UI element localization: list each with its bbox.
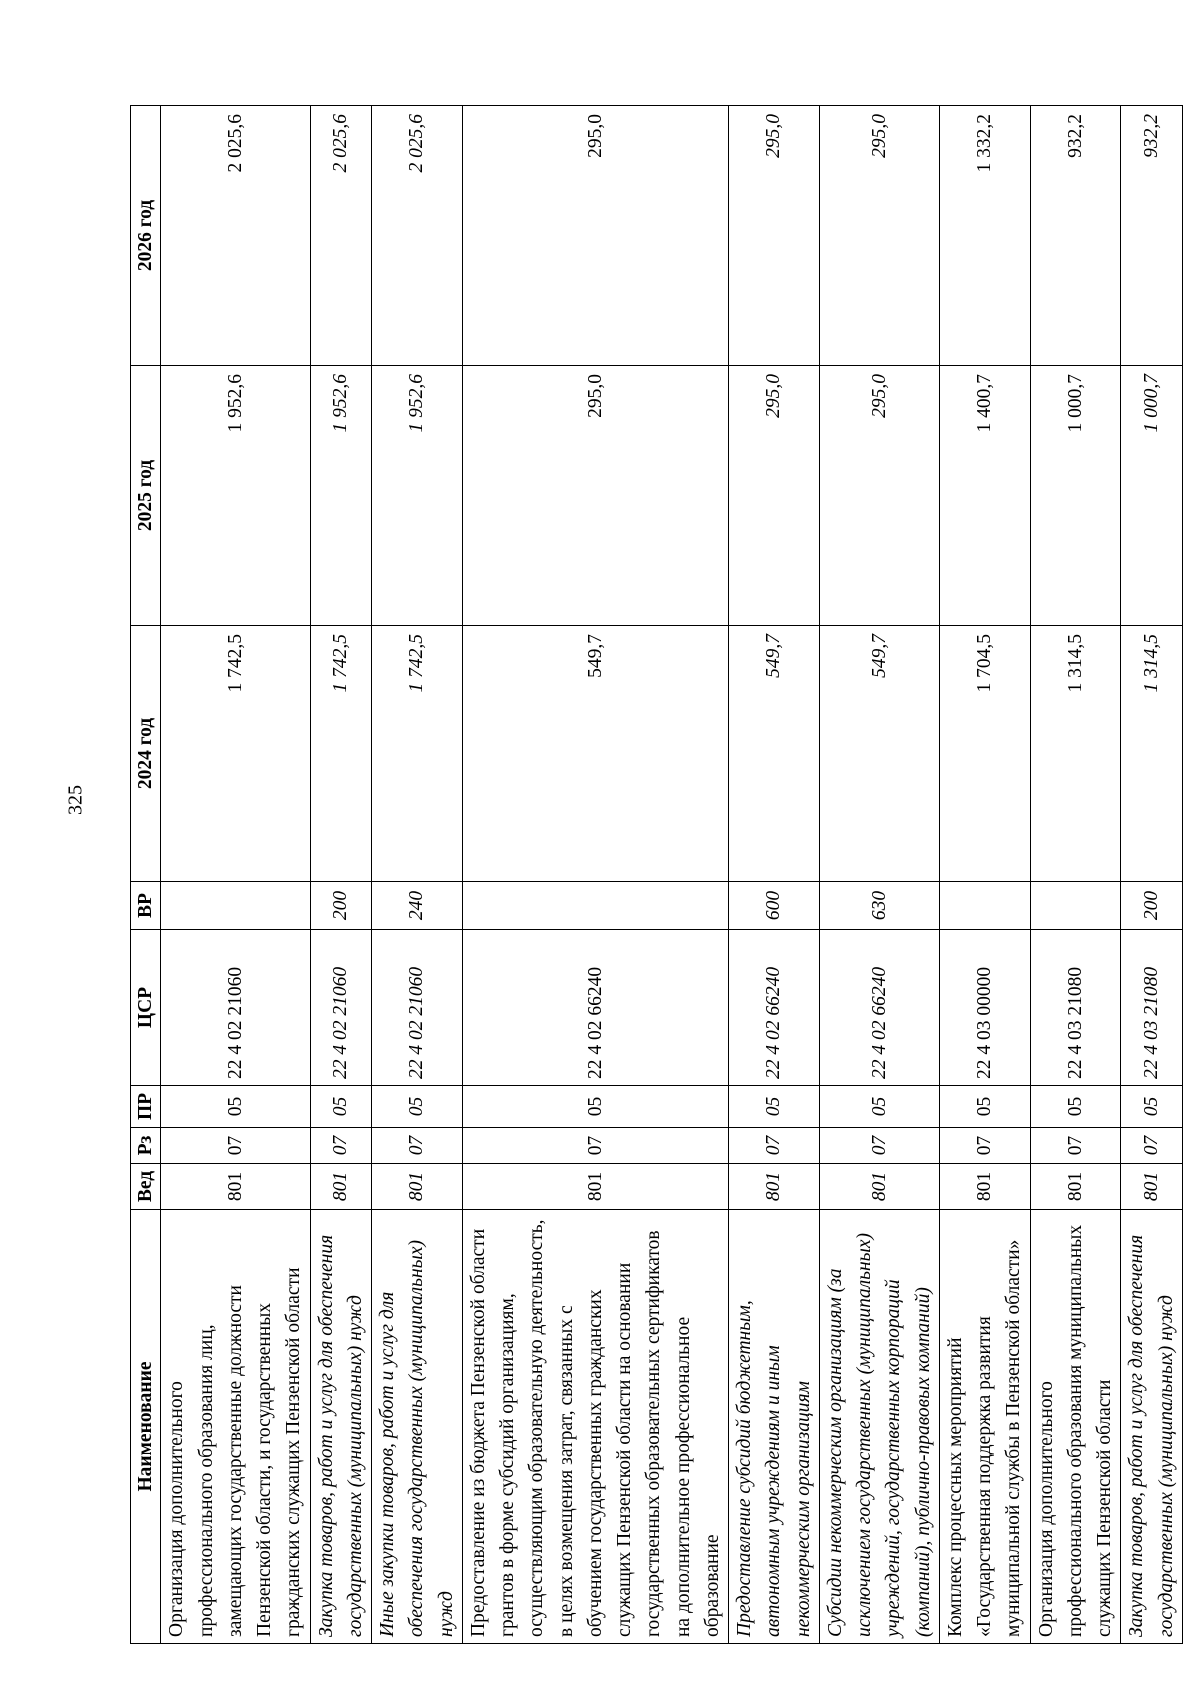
cell-rz: 07 <box>161 1128 310 1164</box>
cell-2026: 295,0 <box>819 106 939 366</box>
cell-2024: 549,7 <box>729 626 820 882</box>
cell-csr: 22 4 02 66240 <box>729 930 820 1086</box>
header-pr: ПР <box>131 1086 161 1128</box>
cell-name: Организация дополнительного профессионального образования муниципальных служащих Пензенской области <box>1030 1210 1121 1644</box>
cell-rz: 07 <box>310 1128 372 1164</box>
cell-name: Комплекс процессных мероприятий «Государственная поддержка развития муниципальной службы в Пензенской области» <box>939 1210 1030 1644</box>
table-row <box>462 106 728 1644</box>
cell-csr: 22 4 02 21060 <box>372 930 463 1086</box>
cell-rz: 07 <box>939 1128 1030 1164</box>
cell-2024: 1 704,5 <box>939 626 1030 882</box>
cell-2024: 1 314,5 <box>1030 626 1121 882</box>
cell-2026: 295,0 <box>462 106 728 366</box>
table-row <box>939 106 1030 1644</box>
cell-ved: 801 <box>939 1164 1030 1210</box>
cell-vr <box>1030 882 1121 930</box>
cell-2025: 295,0 <box>729 366 820 626</box>
cell-2025: 1 952,6 <box>372 366 463 626</box>
cell-2024: 1 314,5 <box>1121 626 1183 882</box>
cell-vr <box>462 882 728 930</box>
table-row <box>161 106 310 1644</box>
cell-2026: 1 332,2 <box>939 106 1030 366</box>
cell-pr: 05 <box>939 1086 1030 1128</box>
cell-ved: 801 <box>161 1164 310 1210</box>
cell-pr: 05 <box>1121 1086 1183 1128</box>
cell-rz: 07 <box>729 1128 820 1164</box>
header-2026: 2026 год <box>131 106 161 366</box>
cell-vr: 240 <box>372 882 463 930</box>
cell-rz: 07 <box>1030 1128 1121 1164</box>
header-rz: Рз <box>131 1128 161 1164</box>
cell-csr: 22 4 03 21080 <box>1030 930 1121 1086</box>
table-row <box>729 106 820 1644</box>
budget-table <box>130 105 1183 1644</box>
cell-2026: 295,0 <box>729 106 820 366</box>
cell-2026: 2 025,6 <box>161 106 310 366</box>
table-row <box>1121 106 1183 1644</box>
cell-2025: 1 000,7 <box>1030 366 1121 626</box>
cell-2024: 549,7 <box>819 626 939 882</box>
cell-2025: 1 000,7 <box>1121 366 1183 626</box>
cell-2024: 549,7 <box>462 626 728 882</box>
cell-csr: 22 4 03 21080 <box>1121 930 1183 1086</box>
cell-2025: 295,0 <box>462 366 728 626</box>
cell-csr: 22 4 02 66240 <box>819 930 939 1086</box>
cell-pr: 05 <box>819 1086 939 1128</box>
cell-vr: 200 <box>310 882 372 930</box>
cell-ved: 801 <box>310 1164 372 1210</box>
cell-name: Закупка товаров, работ и услуг для обеспечения государственных (муниципальных) нужд <box>1121 1210 1183 1644</box>
table-row <box>310 106 372 1644</box>
cell-2026: 2 025,6 <box>310 106 372 366</box>
cell-2025: 1 952,6 <box>310 366 372 626</box>
cell-pr: 05 <box>310 1086 372 1128</box>
budget-table-container <box>130 106 1177 1644</box>
cell-vr: 630 <box>819 882 939 930</box>
cell-ved: 801 <box>819 1164 939 1210</box>
page-number: 325 <box>64 785 87 815</box>
cell-rz: 07 <box>1121 1128 1183 1164</box>
cell-ved: 801 <box>729 1164 820 1210</box>
header-2025: 2025 год <box>131 366 161 626</box>
table-row <box>819 106 939 1644</box>
header-2024: 2024 год <box>131 626 161 882</box>
cell-rz: 07 <box>372 1128 463 1164</box>
table-row <box>1030 106 1121 1644</box>
cell-2025: 1 952,6 <box>161 366 310 626</box>
cell-csr: 22 4 02 21060 <box>161 930 310 1086</box>
cell-name: Предоставление субсидий бюджетным, автономным учреждениям и иным некоммерческим организациям <box>729 1210 820 1644</box>
cell-2025: 295,0 <box>819 366 939 626</box>
cell-2024: 1 742,5 <box>310 626 372 882</box>
cell-2024: 1 742,5 <box>372 626 463 882</box>
cell-2026: 2 025,6 <box>372 106 463 366</box>
cell-ved: 801 <box>1121 1164 1183 1210</box>
cell-name: Закупка товаров, работ и услуг для обеспечения государственных (муниципальных) нужд <box>310 1210 372 1644</box>
cell-vr: 200 <box>1121 882 1183 930</box>
cell-pr: 05 <box>161 1086 310 1128</box>
cell-pr: 05 <box>462 1086 728 1128</box>
cell-csr: 22 4 02 66240 <box>462 930 728 1086</box>
cell-ved: 801 <box>372 1164 463 1210</box>
cell-vr <box>161 882 310 930</box>
cell-ved: 801 <box>1030 1164 1121 1210</box>
cell-ved: 801 <box>462 1164 728 1210</box>
cell-name: Предоставление из бюджета Пензенской области грантов в форме субсидий организациям, осуществляющим образовательную деятельность, в целях возмещения затрат, связанных с обучением государственных гражданских служащих Пензенской области на основании государственных образовательных сертификатов на дополнительное профессиональное образование <box>462 1210 728 1644</box>
cell-pr: 05 <box>1030 1086 1121 1128</box>
cell-name: Субсидии некоммерческим организациям (за исключением государственных (муниципальных) учреждений, государственных корпораций (компаний), публично-правовых компаний) <box>819 1210 939 1644</box>
cell-csr: 22 4 03 00000 <box>939 930 1030 1086</box>
cell-name: Организация дополнительного профессионального образования лиц, замещающих государственные должности Пензенской области, и государственных гражданских служащих Пензенской области <box>161 1210 310 1644</box>
table-row <box>372 106 463 1644</box>
header-csr: ЦСР <box>131 930 161 1086</box>
cell-csr: 22 4 02 21060 <box>310 930 372 1086</box>
cell-vr: 600 <box>729 882 820 930</box>
cell-2024: 1 742,5 <box>161 626 310 882</box>
header-name: Наименование <box>131 1210 161 1644</box>
cell-2026: 932,2 <box>1121 106 1183 366</box>
cell-rz: 07 <box>819 1128 939 1164</box>
table-header-row <box>131 106 161 1644</box>
cell-vr <box>939 882 1030 930</box>
cell-2025: 1 400,7 <box>939 366 1030 626</box>
cell-name: Иные закупки товаров, работ и услуг для обеспечения государственных (муниципальных) нужд <box>372 1210 463 1644</box>
cell-pr: 05 <box>729 1086 820 1128</box>
header-ved: Вед <box>131 1164 161 1210</box>
cell-pr: 05 <box>372 1086 463 1128</box>
cell-2026: 932,2 <box>1030 106 1121 366</box>
cell-rz: 07 <box>462 1128 728 1164</box>
header-vr: ВР <box>131 882 161 930</box>
